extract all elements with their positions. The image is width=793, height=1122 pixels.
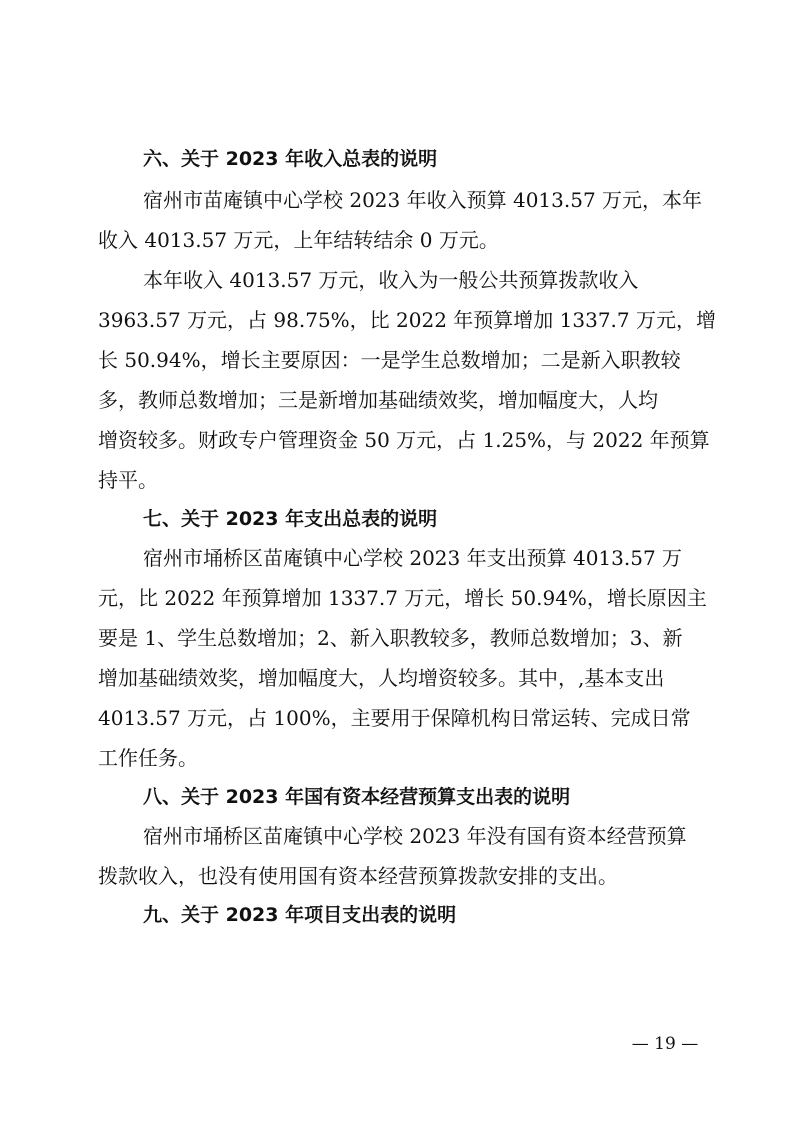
paragraph-line: 工作任务。 <box>98 746 198 770</box>
paragraph-line: 宿州市埇桥区苗庵镇中心学校 2023 年没有国有资本经营预算 <box>143 824 687 848</box>
section-heading-income-summary: 六、关于 2023 年收入总表的说明 <box>143 148 438 170</box>
paragraph-line: 元，比 2022 年预算增加 1337.7 万元，增长 50.94%，增长原因主 <box>98 586 707 610</box>
paragraph-line: 多，教师总数增加；三是新增加基础绩效奖，增加幅度大，人均 <box>98 388 658 412</box>
paragraph-line: 宿州市埇桥区苗庵镇中心学校 2023 年支出预算 4013.57 万 <box>143 546 683 570</box>
paragraph-line: 拨款收入，也没有使用国有资本经营预算拨款安排的支出。 <box>98 864 618 888</box>
paragraph-line: 要是 1、学生总数增加；2、新入职教较多，教师总数增加；3、新 <box>98 626 683 650</box>
paragraph-line: 持平。 <box>98 468 158 492</box>
paragraph-line: 4013.57 万元，占 100%，主要用于保障机构日常运转、完成日常 <box>98 706 691 730</box>
page-number: — 19 — <box>631 1034 699 1054</box>
section-heading-project-expenditure: 九、关于 2023 年项目支出表的说明 <box>143 904 457 926</box>
paragraph-line: 长 50.94%，增长主要原因：一是学生总数增加；二是新入职教较 <box>98 348 681 372</box>
paragraph-line: 本年收入 4013.57 万元，收入为一般公共预算拨款收入 <box>143 268 639 292</box>
section-heading-expenditure-summary: 七、关于 2023 年支出总表的说明 <box>143 508 438 530</box>
paragraph-line: 宿州市苗庵镇中心学校 2023 年收入预算 4013.57 万元，本年 <box>143 188 703 212</box>
paragraph-line: 增资较多。财政专户管理资金 50 万元，占 1.25%，与 2022 年预算 <box>98 428 710 452</box>
section-heading-state-capital-budget: 八、关于 2023 年国有资本经营预算支出表的说明 <box>143 786 571 808</box>
paragraph-line: 3963.57 万元，占 98.75%，比 2022 年预算增加 1337.7 万元，增 <box>98 308 716 332</box>
paragraph-line: 收入 4013.57 万元，上年结转结余 0 万元。 <box>98 228 499 252</box>
paragraph-line: 增加基础绩效奖，增加幅度大，人均增资较多。其中，,基本支出 <box>98 666 665 690</box>
